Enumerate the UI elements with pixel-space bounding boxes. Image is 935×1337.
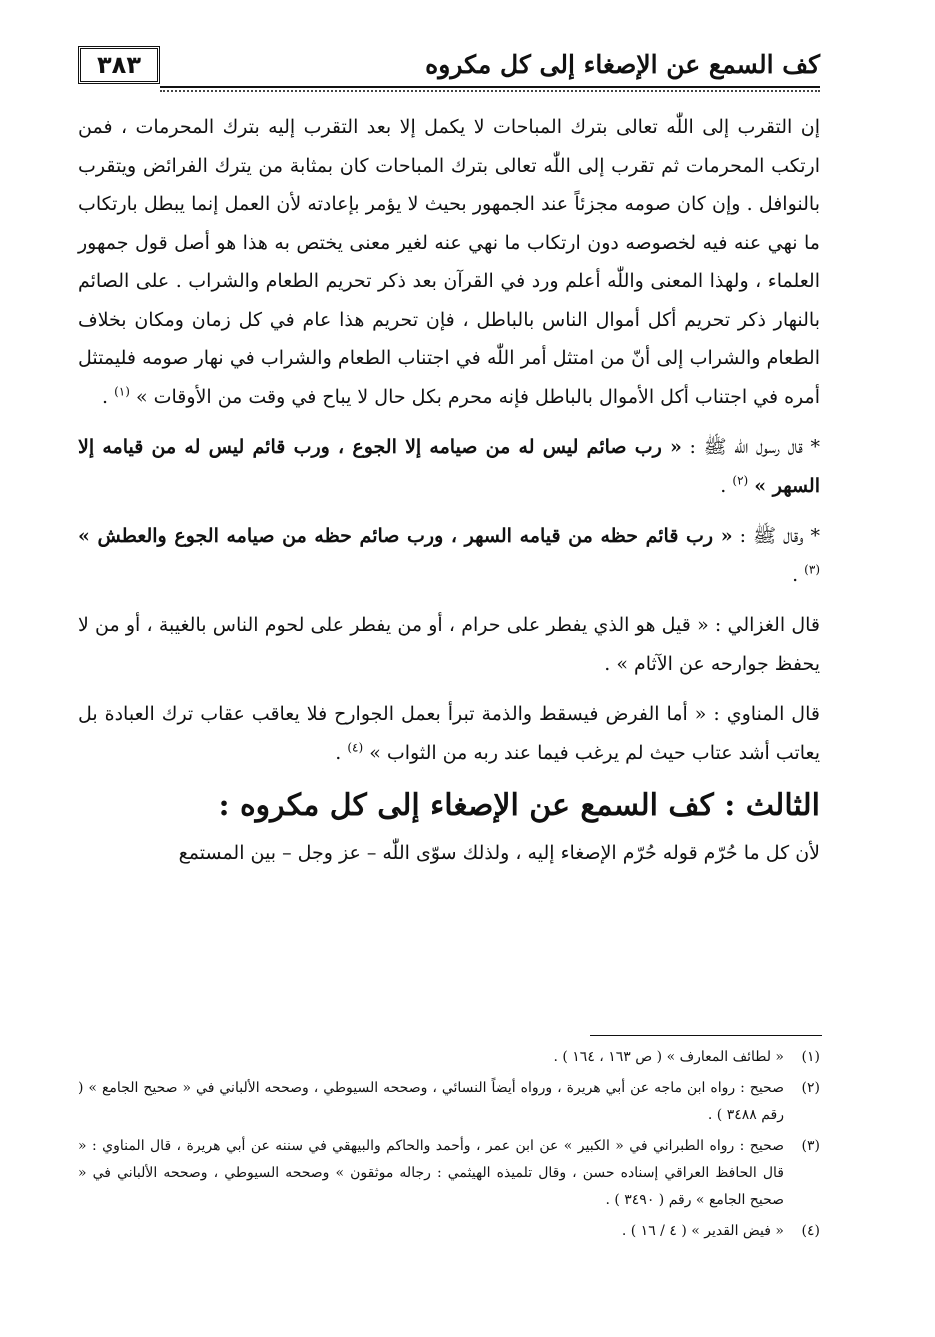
page-header: [78, 40, 820, 92]
paragraph-1-end: .: [102, 385, 115, 408]
section-heading: الثالث : كف السمع عن الإصغاء إلى كل مكروه :: [218, 788, 820, 823]
paragraph-munawi: [78, 695, 820, 772]
hadith-2-quote: « رب قائم حظه من قيامه السهر ، ورب صائم حظه من صيامه الجوع والعطش »: [78, 525, 733, 547]
hadith-1-end: .: [720, 474, 733, 497]
footnote-number: (١): [801, 1049, 820, 1065]
footnote: [78, 1218, 820, 1245]
footnote-ref-3: (٣): [804, 562, 820, 577]
hadith-2-end: .: [792, 563, 805, 586]
footnote: [78, 1075, 820, 1129]
footnote-ref-1: (١): [114, 384, 130, 399]
paragraph-ghazali: قال الغزالي : « قيل هو الذي يفطر على حرام ، أو من يفطر على لحوم الناس بالغيبة ، أو من لا يحفظ جوارحه عن الآثام » .: [78, 614, 820, 675]
footnote-text: « فيض القدير » ( ٤ / ١٦ ) .: [621, 1223, 784, 1239]
footnote-ref-4: (٤): [347, 740, 364, 755]
footnote: [78, 1133, 820, 1214]
header-rule: [160, 86, 820, 92]
footnote-rule: [590, 1035, 822, 1036]
hadith-2: [78, 517, 820, 594]
hadith-1-quote: « رب صائم ليس له من صيامه إلا الجوع ، ورب قائم ليس له من قيامه إلا السهر »: [78, 436, 820, 497]
footnotes: [78, 1044, 820, 1249]
paragraph-last: لأن كل ما حُرّم قوله حُرّم الإصغاء إليه ، ولذلك سوّى اللّٰه – عز وجل – بين المستمع: [178, 842, 820, 864]
hadith-2-intro: * وقال ﷺ :: [732, 525, 820, 547]
paragraph-munawi-end: .: [335, 741, 348, 764]
footnote: [78, 1044, 820, 1071]
footnote-number: (٢): [801, 1080, 820, 1096]
paragraph-1: [78, 108, 820, 416]
page-number: ٣٨٣: [78, 46, 160, 84]
running-title: كف السمع عن الإصغاء إلى كل مكروه: [425, 50, 820, 79]
paragraph-munawi-text: قال المناوي : « أما الفرض فيسقط والذمة تبرأ بعمل الجوارح فلا يعاقب عقاب ترك العبادة بل يعاتب أشد عتاب حيث لم يرغب فيما عند ربه من الثواب »: [78, 703, 820, 764]
hadith-1-intro: * قال رسول اللّٰه ﷺ :: [681, 436, 820, 458]
paragraph-1-text: إن التقرب إلى اللّٰه تعالى بترك المباحات لا يكمل إلا بعد التقرب إليه بترك المحرمات ، فمن ارتكب المحرمات ثم تقرب إلى اللّٰه تعالى بترك المباحات كان بمثابة من يترك الفرائض ويتقرب بالنوافل . وإن كان صومه مجزئاً عند الجمهور بحيث لا يؤمر بإعادته لأن العمل إنما يبطل بارتكاب ما نهي عنه فيه لخصوصه دون ارتكاب ما نهي عنه لغير معنى يختص به هذا هو أصل قول جمهور العلماء ، ولهذا المعنى واللّٰه أعلم ورد في القرآن بعد ذكر تحريم الطعام والشراب . على الصائم بالنهار ذكر تحريم أكل أموال الناس بالباطل ، فإن تحريم هذا عام في كل زمان ومكان بخلاف الطعام والشراب إلى أنّ من امتثل أمر اللّٰه في اجتناب الطعام والشراب في نهار صومه فليمتثل أمره في اجتناب أكل الأموال بالباطل فإنه محرم بكل حال لا يباح في وقت من الأوقات »: [78, 116, 820, 408]
footnote-ref-2: (٢): [732, 473, 749, 488]
footnote-text: صحيح : رواه ابن ماجه عن أبي هريرة ، ورواه أيضاً النسائي ، وصححه السيوطي ، وصححه الألباني في « صحيح الجامع » ( رقم ٣٤٨٨ ) .: [78, 1080, 784, 1123]
footnote-number: (٣): [801, 1138, 820, 1154]
footnote-text: « لطائف المعارف » ( ص ١٦٣ ، ١٦٤ ) .: [553, 1049, 784, 1065]
footnote-number: (٤): [801, 1223, 820, 1239]
hadith-1: [78, 428, 820, 505]
footnote-text: صحيح : رواه الطبراني في « الكبير » عن ابن عمر ، وأحمد والحاكم والبيهقي في سننه عن أبي هريرة ، قال المناوي : « قال الحافظ العراقي إسناده حسن ، وقال تلميذه الهيثمي : رجاله موثقون » وصححه السيوطي ، وصححه الألباني في « صحيح الجامع » رقم ( ٣٤٩٠ ) .: [78, 1138, 784, 1208]
main-text: [78, 108, 820, 879]
